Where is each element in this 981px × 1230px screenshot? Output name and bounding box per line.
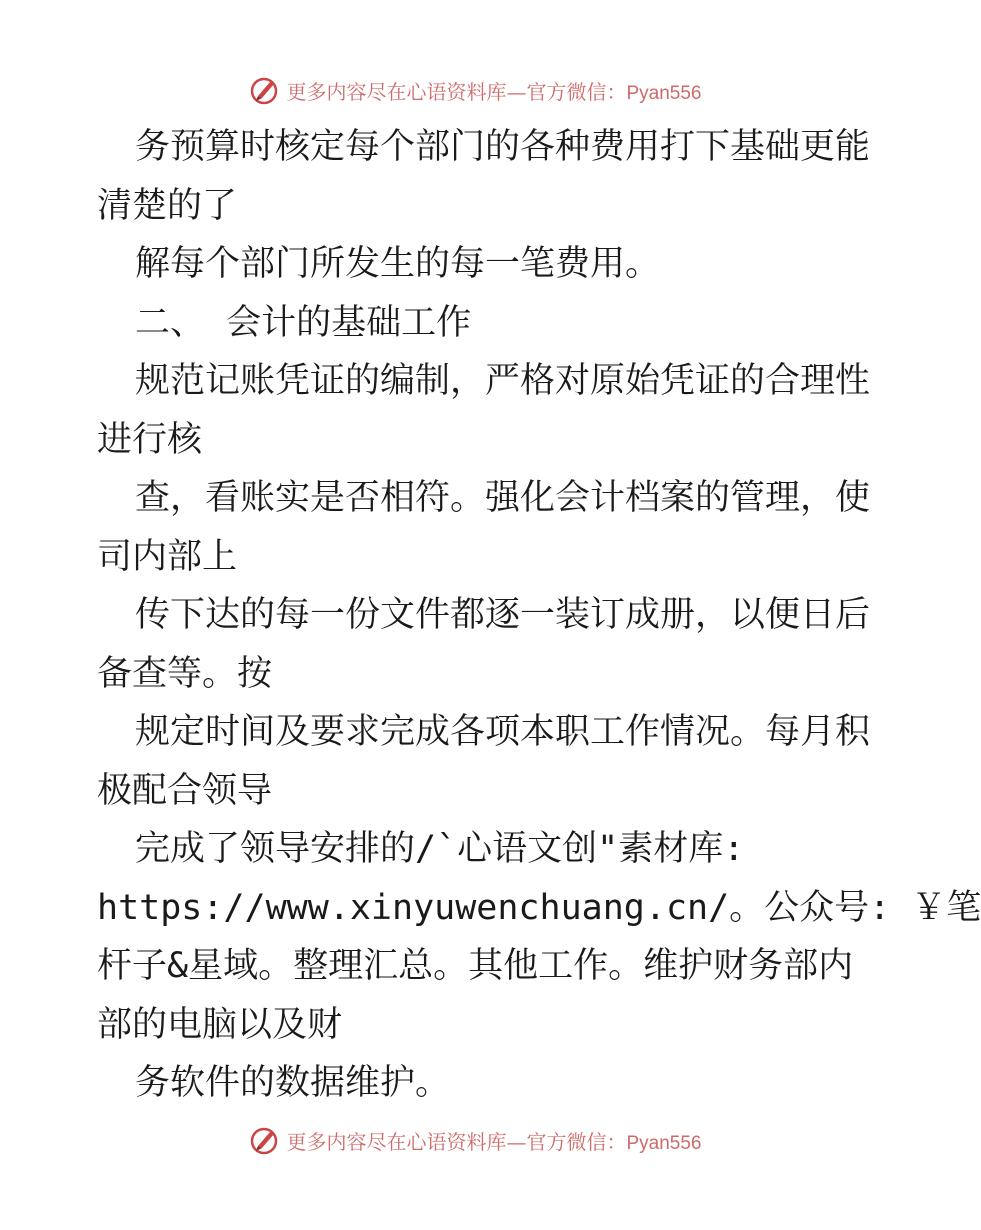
header-wechat-id: Pyan556 [626, 82, 702, 104]
pen-logo-icon [248, 74, 280, 106]
text-line: 传下达的每一份文件都逐一装订成册，以便日后 [135, 595, 871, 635]
pen-logo-icon [248, 1124, 280, 1156]
header-watermark [0, 70, 950, 110]
text-line-url: https://www.xinyuwenchuang.cn/。公众号: ￥笔 [97, 887, 981, 928]
text-line: 备查等。按 [97, 653, 273, 694]
text-line: 查，看账实是否相符。强化会计档案的管理，使 [135, 478, 871, 518]
footer-wechat-id: Pyan556 [626, 1132, 702, 1154]
text-line: 司内部上 [97, 536, 238, 577]
section-heading: 二、 会计的基础工作 [135, 302, 472, 343]
document-body [97, 118, 981, 1113]
text-line: 务软件的数据维护。 [135, 1063, 451, 1103]
text-line: 务预算时核定每个部门的各种费用打下基础更能 [135, 127, 871, 167]
header-watermark-text: 更多内容尽在心语资料库—官方微信：Pyan556 [286, 79, 702, 104]
text-line: 极配合领导 [97, 770, 273, 811]
text-line: 杆子&星域。整理汇总。其他工作。维护财务部内 [97, 946, 854, 986]
footer-watermark [0, 1120, 950, 1160]
text-line: 规定时间及要求完成各项本职工作情况。每月积 [135, 712, 871, 752]
text-line: 解每个部门所发生的每一笔费用。 [135, 244, 661, 284]
text-line: 完成了领导安排的/`心语文创"素材库: [135, 829, 745, 869]
footer-watermark-text: 更多内容尽在心语资料库—官方微信：Pyan556 [286, 1129, 702, 1154]
text-line: 部的电脑以及财 [97, 1004, 343, 1045]
text-line: 清楚的了 [97, 185, 238, 226]
text-line: 规范记账凭证的编制，严格对原始凭证的合理性 [135, 361, 871, 401]
text-line: 进行核 [97, 419, 203, 460]
